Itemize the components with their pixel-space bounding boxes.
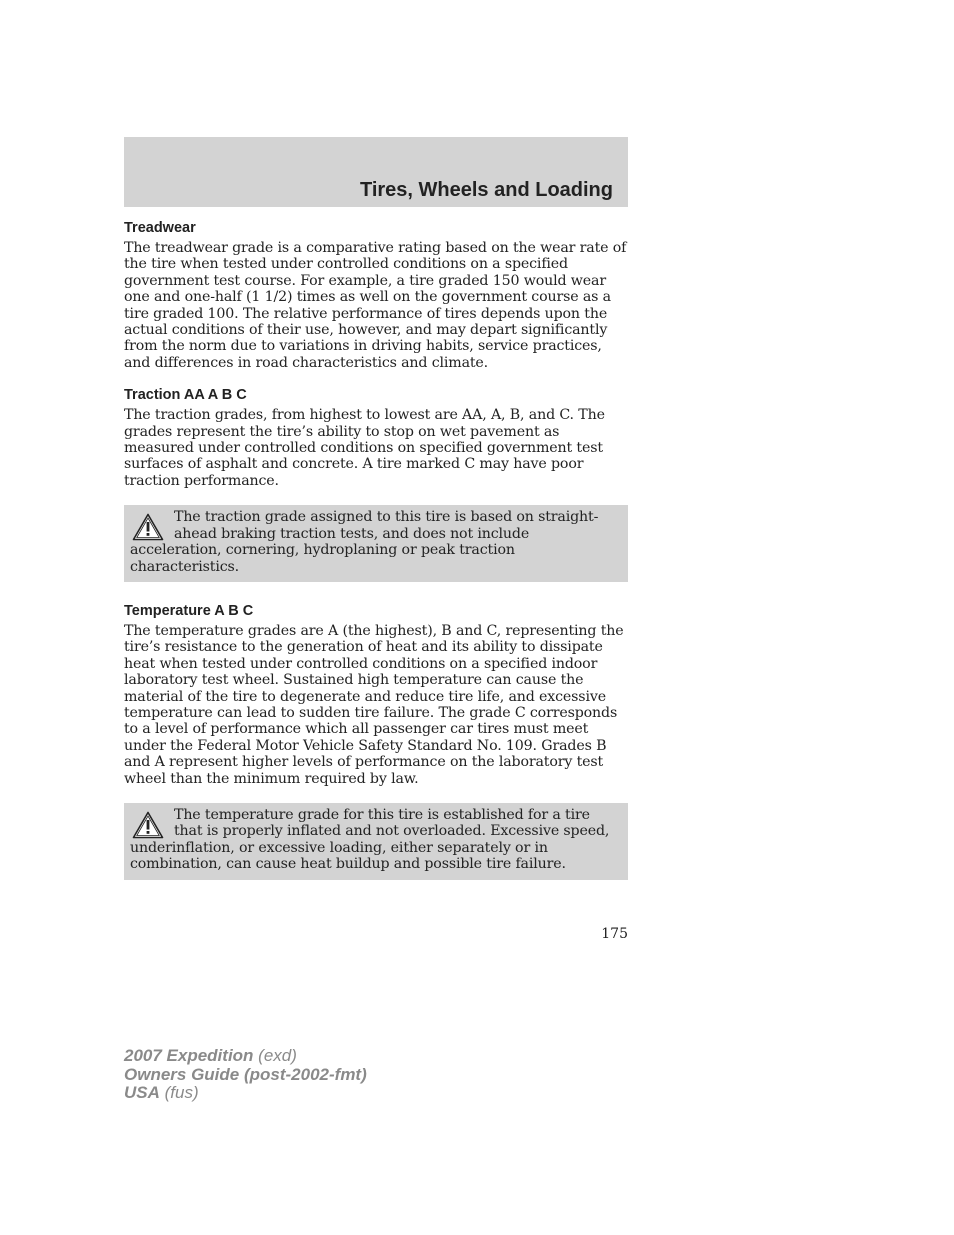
footer-region: USA bbox=[124, 1083, 160, 1102]
footer-model: 2007 Expedition bbox=[124, 1046, 254, 1065]
footer-line-region bbox=[124, 1084, 367, 1103]
temperature-warning-text: The temperature grade for this tire is established for a tire that is properly inflated and not overloaded. Excessive speed, underinflation, or excessive loading, either separately or in combination, can cause heat buildup and possible tire failure. bbox=[130, 806, 610, 873]
section-heading-temperature: Temperature A B C bbox=[124, 602, 254, 619]
section-heading-treadwear: Treadwear bbox=[124, 220, 196, 236]
page-content bbox=[124, 220, 628, 901]
warning-triangle-icon bbox=[132, 513, 164, 541]
chapter-title: Tires, Wheels and Loading bbox=[359, 179, 613, 201]
traction-warning-text: The traction grade assigned to this tire is based on straight-ahead braking traction tests, and does not include acceleration, cornering, hydroplaning or peak traction characteristics. bbox=[130, 509, 599, 575]
temperature-paragraph: The temperature grades are A (the highest), B and C, representing the tire’s resistance to the generation of heat and its ability to dissipate heat when tested under controlled conditions on a specified indoor laboratory test wheel. Sustained high temperature can cause the material of the tire to degenerate and reduce tire life, and excessive temperature can lead to sudden tire failure. The grade C corresponds to a level of performance which all passenger car tires must meet under the Federal Motor Vehicle Safety Standard No. 109. Grades B and A represent higher levels of performance on the laboratory test wheel than the minimum required by law. bbox=[124, 622, 624, 787]
footer-region-code: (fus) bbox=[159, 1083, 199, 1102]
section-heading-traction: Traction AA A B C bbox=[124, 387, 247, 404]
footer-line-guide bbox=[124, 1066, 367, 1085]
traction-paragraph: The traction grades, from highest to lowest are AA, A, B, and C. The grades represent the tire’s ability to stop on wet pavement as measured under controlled conditions on specified government test surfaces of asphalt and concrete. A tire marked C may have poor traction performance. bbox=[124, 407, 605, 489]
document-footer bbox=[124, 1047, 367, 1103]
page-number: 175 bbox=[601, 926, 628, 942]
temperature-warning-box bbox=[124, 803, 628, 880]
warning-triangle-icon bbox=[132, 811, 164, 839]
traction-warning-box bbox=[124, 505, 628, 582]
footer-guide: Owners Guide (post-2002-fmt) bbox=[124, 1064, 367, 1084]
treadwear-paragraph: The treadwear grade is a comparative rating based on the wear rate of the tire when tested under controlled conditions on a specified government test course. For example, a tire graded 150 would wear one and one-half (1 1/2) times as well on the government course as a tire graded 100. The relative performance of tires depends upon the actual conditions of their use, however, and may depart significantly from the norm due to variations in driving habits, service practices, and differences in road characteristics and climate. bbox=[124, 240, 627, 371]
section-header-bar bbox=[124, 137, 628, 207]
footer-line-model bbox=[124, 1047, 367, 1066]
footer-model-code: (exd) bbox=[253, 1046, 297, 1065]
